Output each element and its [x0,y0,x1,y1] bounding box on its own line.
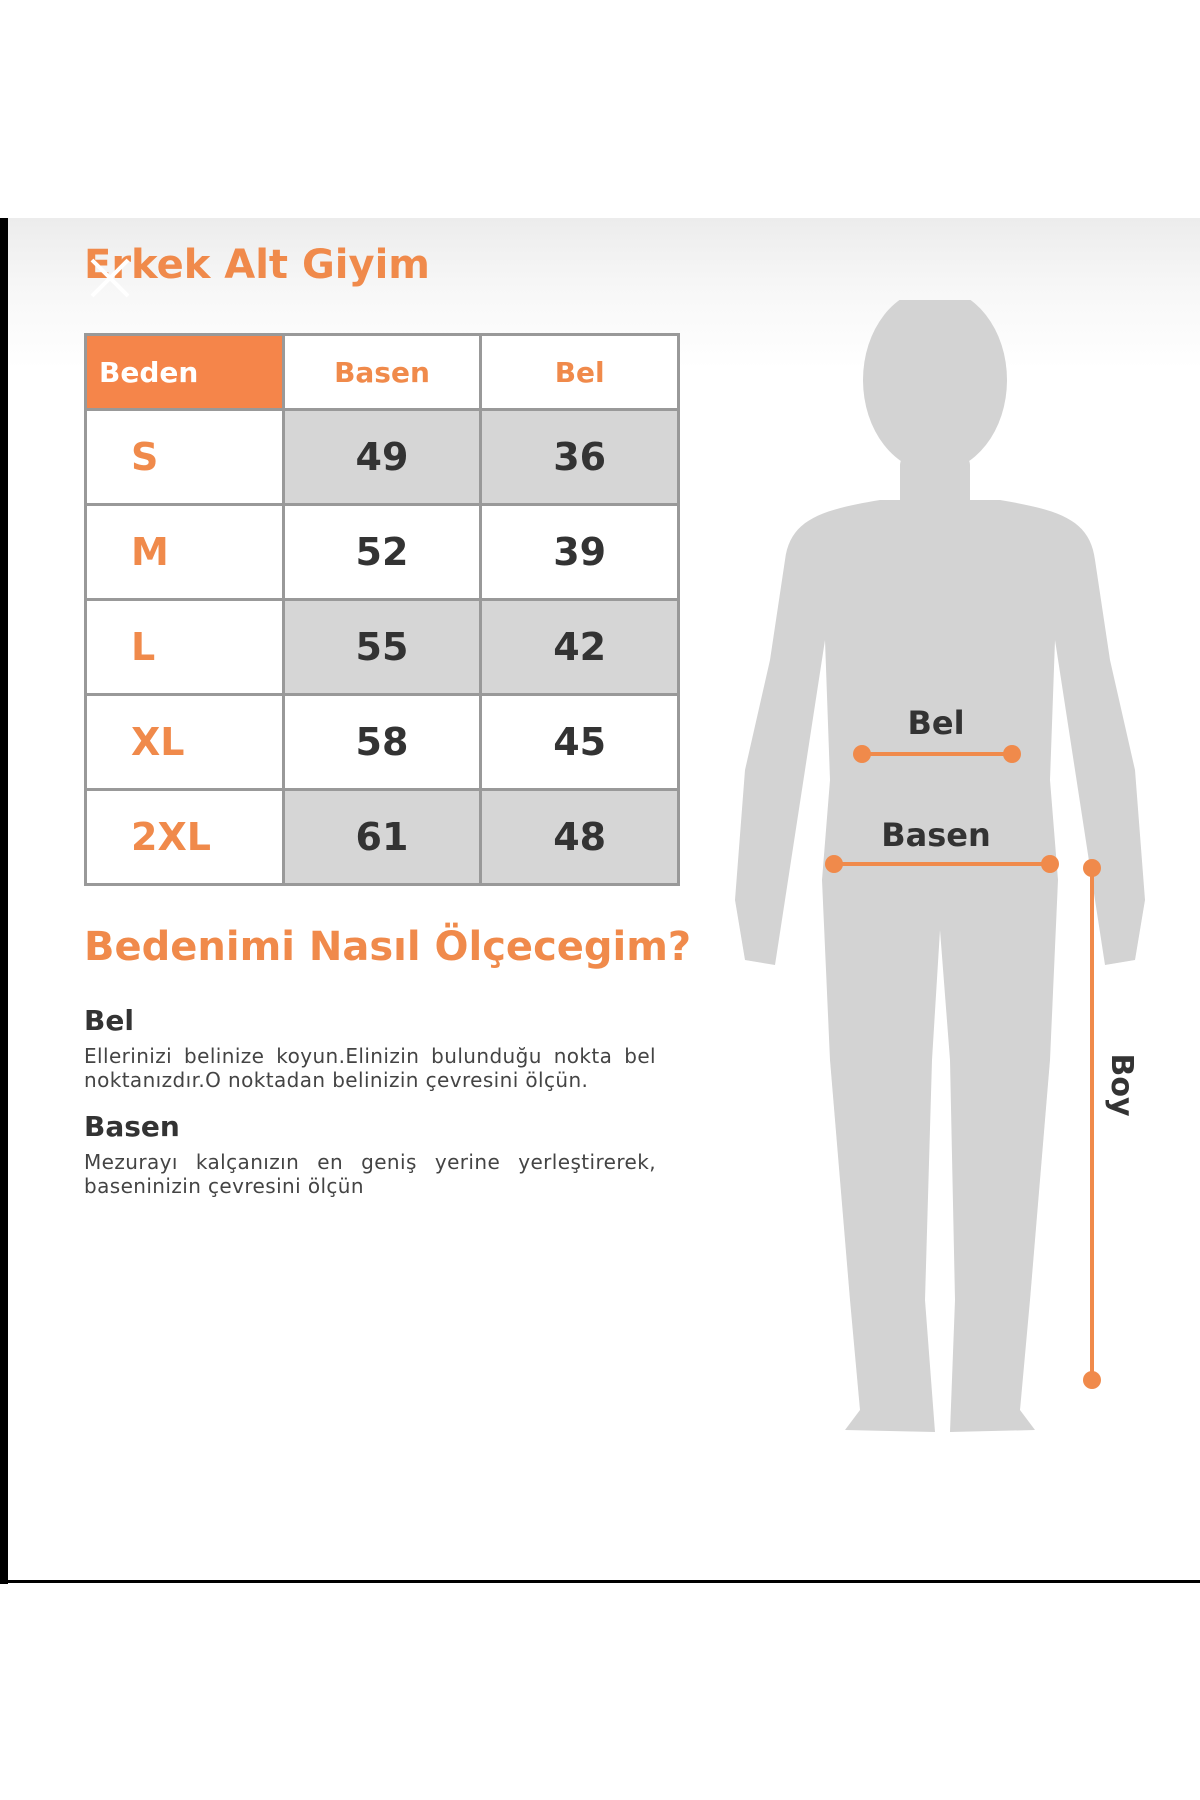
boy-measure-line [1083,859,1101,1389]
basen-cell: 55 [283,600,481,695]
page-title: Erkek Alt Giyim [84,242,430,288]
bel-cell: 42 [481,600,679,695]
table-row [86,790,679,885]
header-beden: Beden [86,335,284,410]
table-row [86,505,679,600]
close-icon[interactable] [86,254,134,302]
basen-cell: 49 [283,410,481,505]
table-row [86,600,679,695]
table-row [86,410,679,505]
header-bel: Bel [481,335,679,410]
table-row [86,695,679,790]
section-text-basen: Mezurayı kalçanızın en geniş yerine yerleştirerek, baseninizin çevresini ölçün [84,1150,656,1198]
size-cell: XL [86,695,284,790]
section-text-bel: Ellerinizi belinize koyun.Elinizin bulunduğu nokta bel noktanızdır.O noktadan belinizin çevresini ölçün. [84,1044,656,1092]
bel-label: Bel [907,704,965,742]
section-title-bel: Bel [84,1004,134,1037]
boy-label: Boy [1104,1053,1139,1117]
header-basen: Basen [283,335,481,410]
size-cell: 2XL [86,790,284,885]
bottom-border [0,1580,1200,1583]
bel-cell: 48 [481,790,679,885]
size-cell: S [86,410,284,505]
body-figure [700,300,1160,1460]
size-cell: M [86,505,284,600]
bel-cell: 45 [481,695,679,790]
table-header-row [86,335,679,410]
basen-cell: 52 [283,505,481,600]
left-border [0,218,8,1584]
basen-cell: 61 [283,790,481,885]
size-cell: L [86,600,284,695]
bel-cell: 39 [481,505,679,600]
bel-cell: 36 [481,410,679,505]
basen-cell: 58 [283,695,481,790]
basen-label: Basen [881,816,991,854]
howto-heading: Bedenimi Nasıl Ölçecegim? [84,924,692,970]
size-table [84,333,680,886]
section-title-basen: Basen [84,1110,180,1143]
